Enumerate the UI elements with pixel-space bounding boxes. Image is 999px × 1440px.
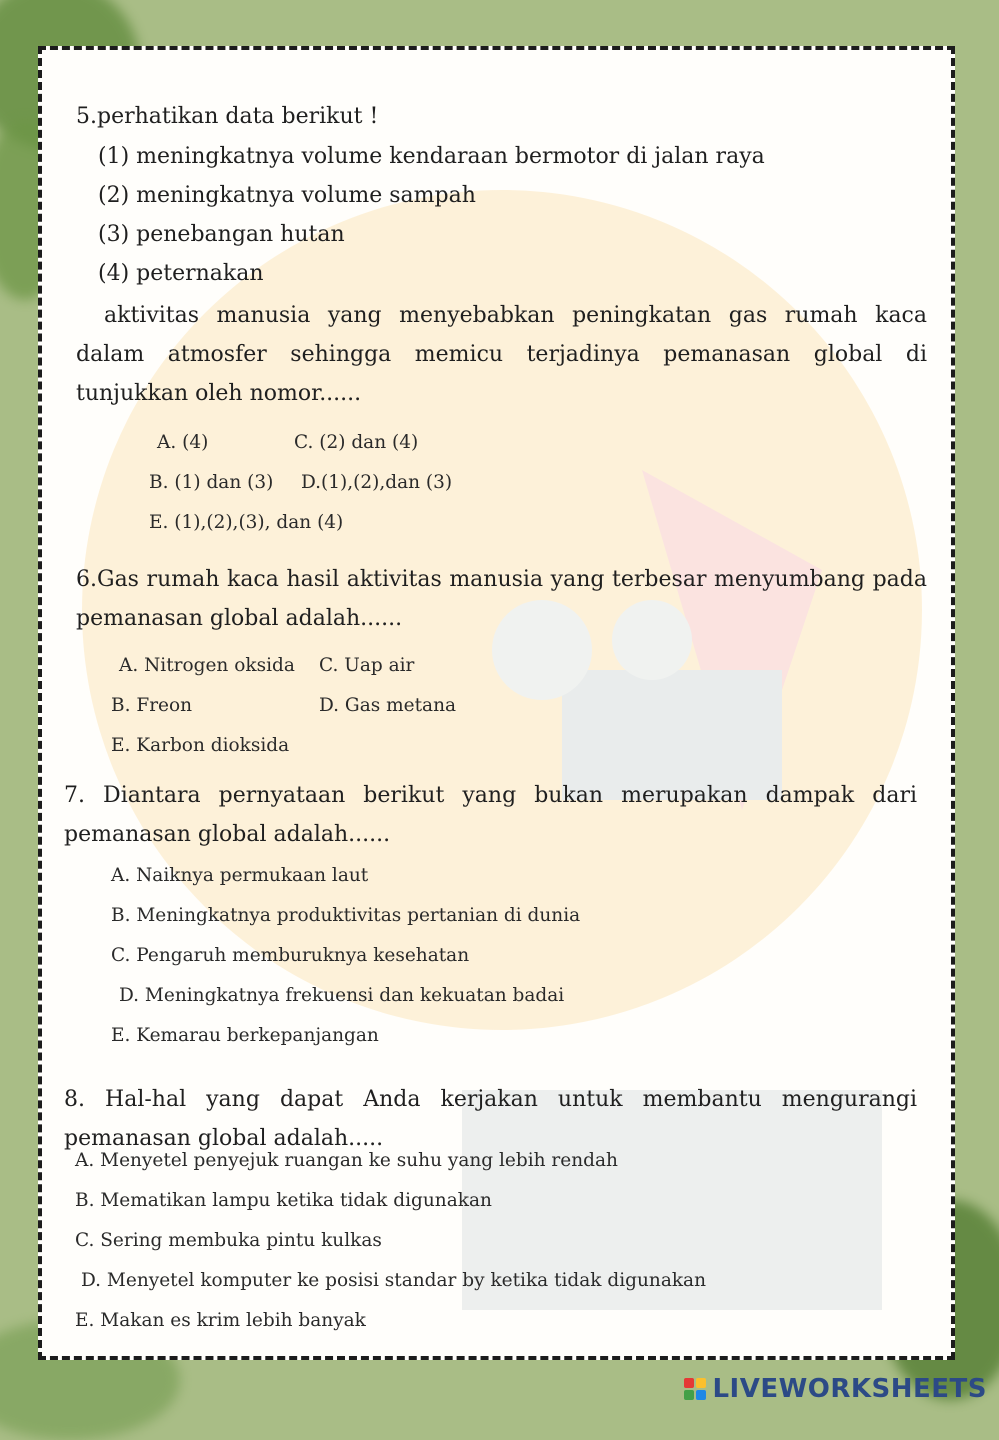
- q8-option-c[interactable]: C. Sering membuka pintu kulkas: [75, 1230, 382, 1251]
- q5-stem-line-3: tunjukkan oleh nomor......: [76, 381, 362, 406]
- q8-stem-line-1: 8. Hal-hal yang dapat Anda kerjakan untuk membantu mengurangi: [64, 1087, 917, 1112]
- q7-stem-line-2: pemanasan global adalah......: [64, 822, 391, 847]
- q6-option-b[interactable]: B. Freon: [111, 695, 193, 716]
- q5-item-4: (4) peternakan: [98, 261, 264, 286]
- q5-stem: [76, 296, 927, 413]
- brand-name: LIVEWORKSHEETS: [712, 1374, 987, 1404]
- q5-item-2: (2) meningkatnya volume sampah: [98, 183, 476, 208]
- worksheet-page: [38, 46, 955, 1360]
- q5-title: 5.perhatikan data berikut !: [76, 104, 379, 129]
- liveworksheets-logo[interactable]: [684, 1374, 987, 1404]
- q6-option-a[interactable]: A. Nitrogen oksida: [119, 655, 295, 676]
- q5-item-1: (1) meningkatnya volume kendaraan bermotor di jalan raya: [98, 144, 765, 169]
- q6-stem-line-2: pemanasan global adalah......: [76, 606, 403, 631]
- q6-stem-line-1: 6.Gas rumah kaca hasil aktivitas manusia yang terbesar menyumbang pada: [76, 567, 927, 592]
- q6-option-e[interactable]: E. Karbon dioksida: [111, 735, 290, 756]
- q8-option-e[interactable]: E. Makan es krim lebih banyak: [75, 1310, 366, 1331]
- q5-option-d[interactable]: D.(1),(2),dan (3): [301, 472, 453, 493]
- q6-option-c[interactable]: C. Uap air: [319, 655, 415, 676]
- q6-stem: [76, 560, 927, 638]
- brand-grid-icon: [684, 1378, 706, 1400]
- q5-option-b[interactable]: B. (1) dan (3): [149, 472, 274, 493]
- q5-option-a[interactable]: A. (4): [157, 432, 209, 453]
- q8-option-a[interactable]: A. Menyetel penyejuk ruangan ke suhu yang lebih rendah: [75, 1150, 618, 1171]
- q5-item-3: (3) penebangan hutan: [98, 222, 345, 247]
- q8-stem: [64, 1080, 917, 1158]
- q7-stem: [64, 776, 917, 854]
- q8-stem-line-2: pemanasan global adalah.....: [64, 1126, 384, 1151]
- q5-stem-line-2: dalam atmosfer sehingga memicu terjadinya pemanasan global di: [76, 342, 927, 367]
- q7-option-e[interactable]: E. Kemarau berkepanjangan: [111, 1025, 379, 1046]
- q5-stem-line-1: aktivitas manusia yang menyebabkan peningkatan gas rumah kaca: [104, 303, 927, 328]
- q5-option-c[interactable]: C. (2) dan (4): [294, 432, 419, 453]
- q7-option-d[interactable]: D. Meningkatnya frekuensi dan kekuatan badai: [119, 985, 565, 1006]
- q7-option-c[interactable]: C. Pengaruh memburuknya kesehatan: [111, 945, 470, 966]
- q6-option-d[interactable]: D. Gas metana: [319, 695, 457, 716]
- q8-option-b[interactable]: B. Mematikan lampu ketika tidak digunakan: [75, 1190, 492, 1211]
- q7-option-b[interactable]: B. Meningkatnya produktivitas pertanian di dunia: [111, 905, 581, 926]
- q5-option-e[interactable]: E. (1),(2),(3), dan (4): [149, 512, 344, 533]
- q8-option-d[interactable]: D. Menyetel komputer ke posisi standar by ketika tidak digunakan: [81, 1270, 706, 1291]
- q7-option-a[interactable]: A. Naiknya permukaan laut: [111, 865, 369, 886]
- q7-stem-line-1: 7. Diantara pernyataan berikut yang bukan merupakan dampak dari: [64, 783, 917, 808]
